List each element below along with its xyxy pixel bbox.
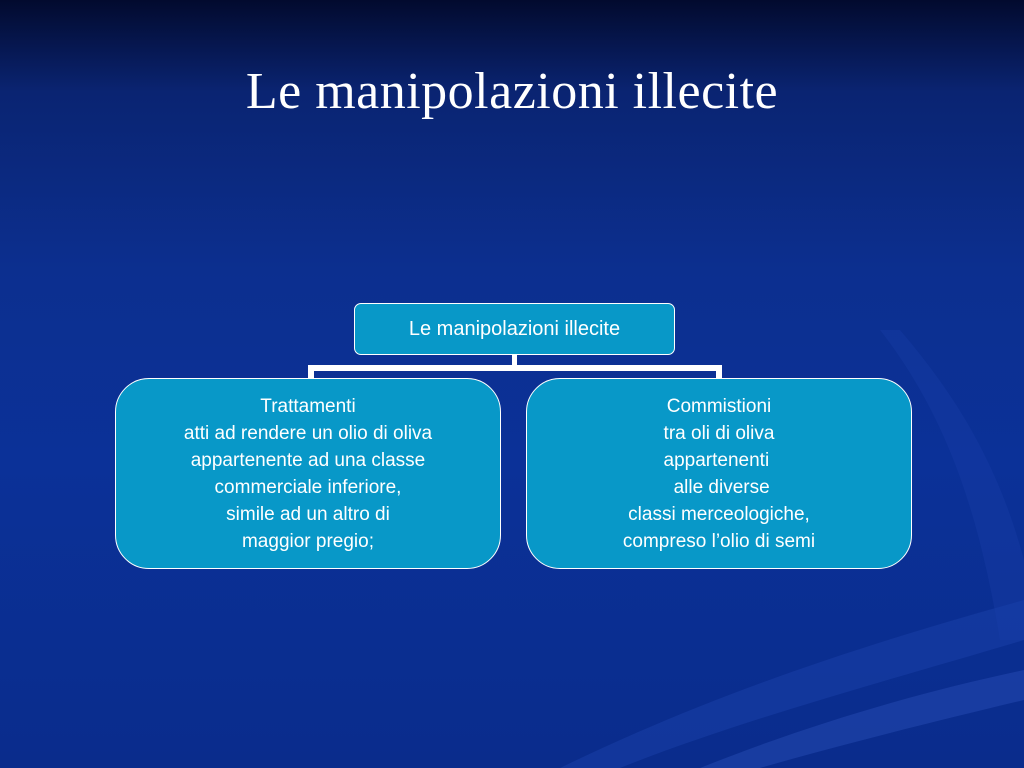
node-line: classi merceologiche, xyxy=(628,503,810,525)
node-line: appartenente ad una classe xyxy=(190,449,426,471)
node-line: appartenenti xyxy=(663,449,775,471)
node-line: Trattamenti xyxy=(260,395,356,417)
diagram-root-node xyxy=(354,303,675,355)
node-line: simile ad un altro di xyxy=(226,503,390,525)
diagram-node-trattamenti xyxy=(115,378,501,569)
node-line: alle diverse xyxy=(668,476,770,498)
node-line: tra oli di oliva xyxy=(663,422,775,444)
node-line: maggior pregio; xyxy=(241,530,375,552)
node-line: commerciale inferiore, xyxy=(214,476,402,498)
node-line: compreso l’olio di semi xyxy=(622,530,816,552)
node-line: Commistioni xyxy=(666,395,772,417)
connector-horizontal xyxy=(308,365,722,371)
slide-title: Le manipolazioni illecite xyxy=(245,63,779,120)
diagram-root-label: Le manipolazioni illecite xyxy=(408,317,621,340)
node-line: atti ad rendere un olio di oliva xyxy=(183,422,433,444)
diagram-node-commistioni xyxy=(526,378,912,569)
